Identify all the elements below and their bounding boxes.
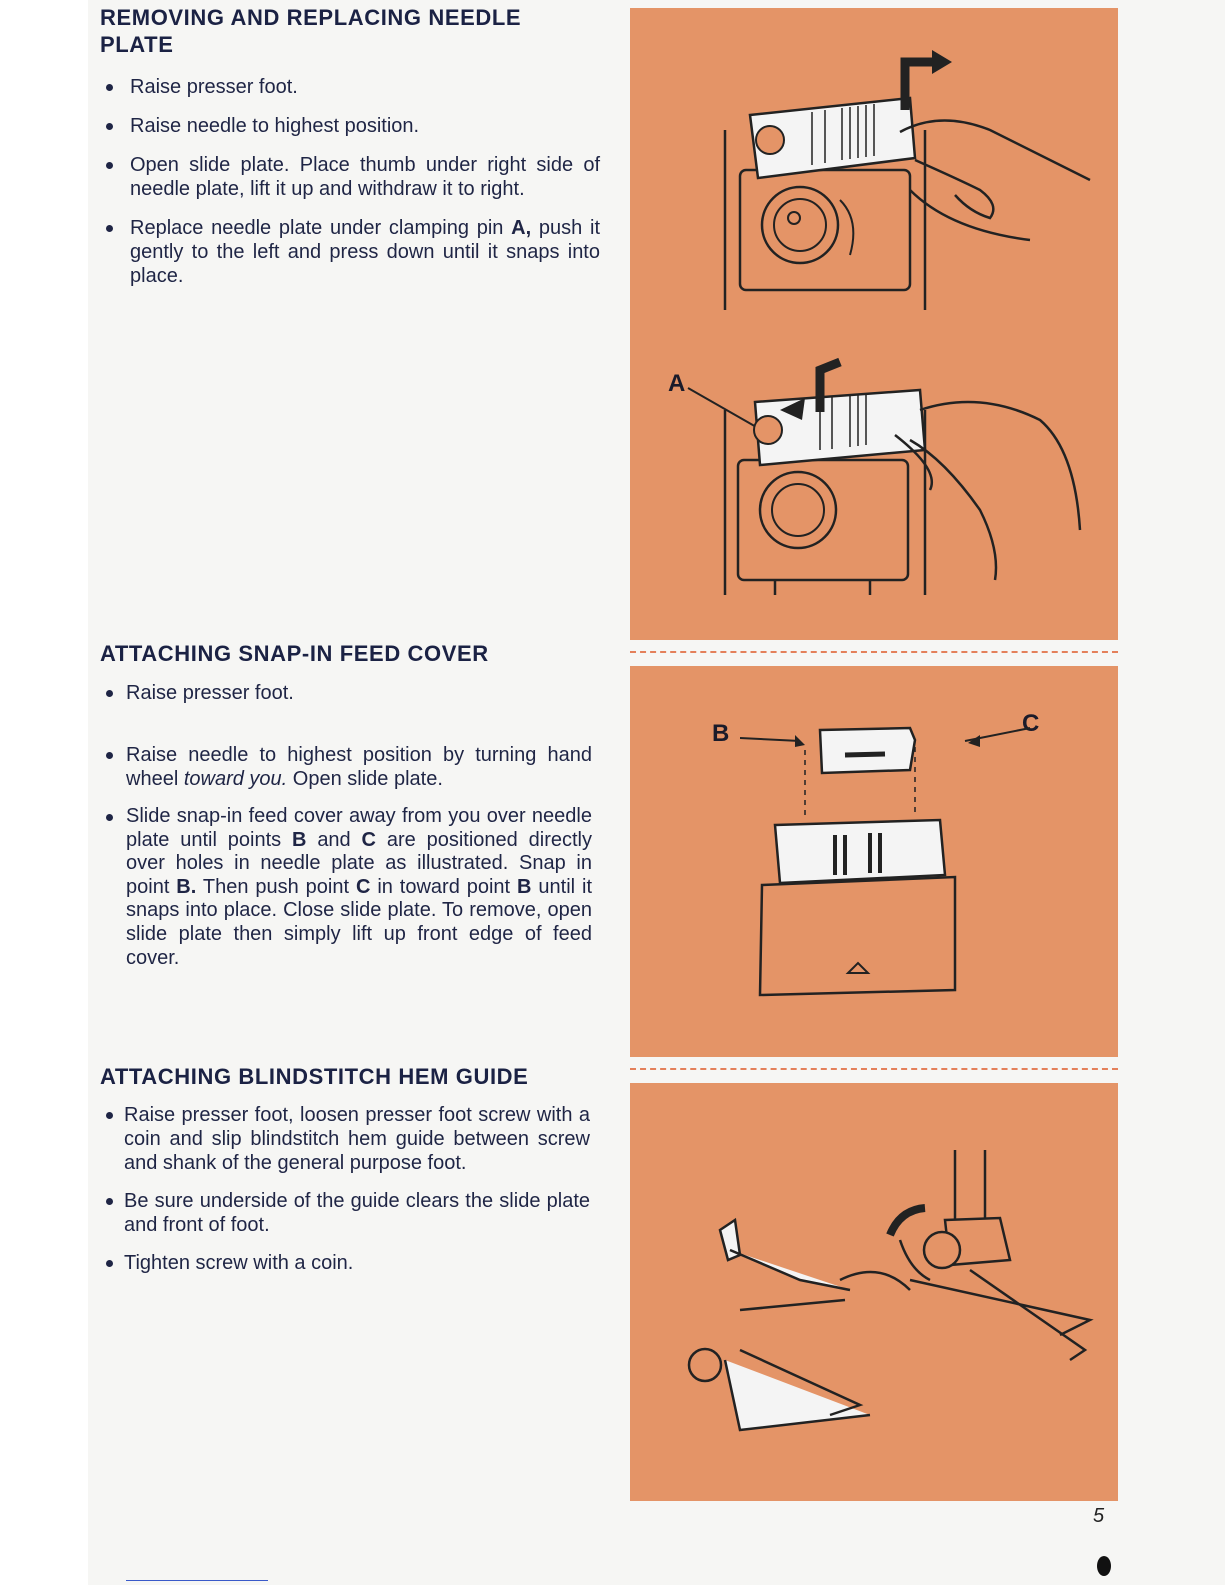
page-number: 5 bbox=[1093, 1505, 1105, 1527]
point-b-label: B. bbox=[176, 875, 197, 898]
list-item: Slide snap-in feed cover away from you over needle plate until points B and C are positioned directly over holes in needle plate as illustrated. Snap in point B. Then push point C in toward point B until it snaps into place. Close slide plate. To remove, open slide plate then simply lift up front edge of feed cover. bbox=[100, 805, 592, 970]
bullet-list bbox=[100, 681, 592, 970]
bullet-list bbox=[100, 75, 600, 288]
point-c-label: C bbox=[355, 875, 371, 898]
list-item: Be sure underside of the guide clears the slide plate and front of foot. bbox=[100, 1189, 590, 1237]
point-b-label: B bbox=[517, 875, 532, 898]
section-title: ATTACHING SNAP-IN FEED COVER bbox=[100, 641, 489, 666]
section-hem-guide bbox=[100, 1063, 590, 1275]
point-b-label: B bbox=[292, 828, 307, 851]
callout-a: A bbox=[668, 370, 686, 397]
list-item bbox=[100, 216, 600, 288]
callout-c: C bbox=[1022, 710, 1040, 737]
section-title: ATTACHING BLINDSTITCH HEM GUIDE bbox=[100, 1064, 529, 1089]
feed-cover-illustration bbox=[740, 725, 1040, 1005]
item-text: push it gently to the left and press down until it snaps into place. bbox=[130, 217, 600, 287]
panel-gap bbox=[630, 640, 1118, 666]
emphasis-text: toward you. bbox=[183, 768, 288, 790]
section-title: REMOVING AND REPLACING NEEDLE PLATE bbox=[100, 5, 522, 57]
section-needle-plate bbox=[100, 4, 600, 288]
list-item: Raise presser foot, loosen presser foot screw with a coin and slip blindstitch hem guide between screw and shank of the general purpose foot. bbox=[100, 1103, 590, 1175]
item-text: Raise needle to highest position by turning hand wheel bbox=[126, 744, 592, 790]
list-item: Raise presser foot. bbox=[100, 75, 600, 99]
needle-plate-replace-illustration bbox=[680, 350, 1100, 600]
callout-b: B bbox=[712, 720, 730, 747]
page-dot bbox=[1097, 1556, 1111, 1576]
list-item: Open slide plate. Place thumb under right side of needle plate, lift it up and withdraw it to right. bbox=[100, 153, 600, 201]
list-item: Tighten screw with a coin. bbox=[100, 1251, 590, 1275]
hem-guide-illustration bbox=[680, 1150, 1100, 1450]
needle-plate-removal-illustration bbox=[700, 40, 1110, 320]
item-text: Open slide plate. bbox=[292, 768, 443, 790]
dashed-divider bbox=[630, 1068, 1118, 1070]
item-text: Replace needle plate under clamping pin bbox=[130, 217, 504, 239]
dashed-divider bbox=[630, 651, 1118, 653]
list-item bbox=[100, 743, 592, 791]
bullet-list bbox=[100, 1103, 590, 1275]
pin-label: A, bbox=[511, 217, 532, 239]
list-item: Raise needle to highest position. bbox=[100, 114, 600, 138]
point-c-label: C bbox=[361, 828, 376, 851]
list-item: Raise presser foot. bbox=[100, 681, 592, 705]
section-feed-cover bbox=[100, 640, 592, 970]
footer-rule bbox=[126, 1580, 268, 1581]
panel-gap bbox=[630, 1057, 1118, 1083]
